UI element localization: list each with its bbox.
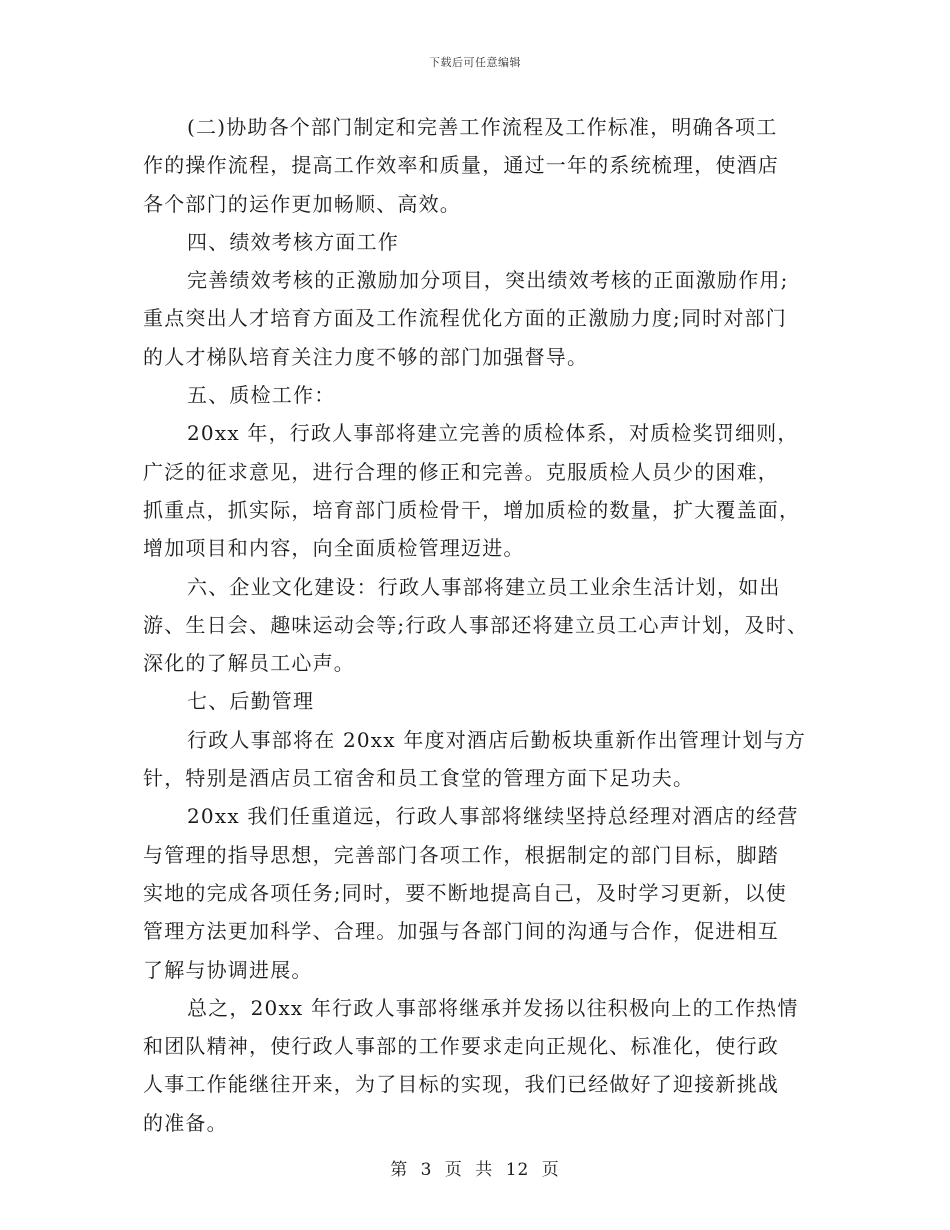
text-line: 六、企业文化建设：行政人事部将建立员工业余生活计划，如出 — [187, 574, 781, 599]
text-line: 总之，20xx 年行政人事部将继承并发扬以往积极向上的工作热情 — [187, 995, 799, 1020]
download-note: 下载后可任意编辑 — [429, 56, 521, 69]
text-line: 广泛的征求意见，进行合理的修正和完善。克服质检人员少的困难， — [143, 459, 779, 484]
body-text — [143, 108, 815, 1142]
text-line: 的人才梯队培育关注力度不够的部门加强督导。 — [143, 344, 589, 369]
text-line: 的准备。 — [143, 1110, 228, 1135]
text-line: 游、生日会、趣味运动会等;行政人事部还将建立员工心声计划，及时、 — [143, 612, 809, 637]
text-line: 各个部门的运作更加畅顺、高效。 — [143, 191, 461, 216]
text-line: 20xx 年，行政人事部将建立完善的质检体系，对质检奖罚细则， — [187, 421, 799, 446]
text-line: 重点突出人才培育方面及工作流程优化方面的正激励力度;同时对部门 — [143, 306, 787, 331]
text-line: 完善绩效考核的正激励加分项目，突出绩效考核的正面激励作用; — [187, 268, 789, 293]
text-line: 管理方法更加科学、合理。加强与各部门间的沟通与合作，促进相互 — [143, 919, 779, 944]
text-line: 实地的完成各项任务;同时，要不断地提高自己，及时学习更新，以使 — [143, 880, 787, 905]
text-line: 和团队精神，使行政人事部的工作要求走向正规化、标准化，使行政 — [143, 1034, 779, 1059]
text-line: 七、后勤管理 — [187, 689, 315, 714]
text-line: 了解与协调进展。 — [143, 957, 313, 982]
page-number: 第 3 页 共 12 页 — [390, 1160, 560, 1180]
text-line: 20xx 我们任重道远，行政人事部将继续坚持总经理对酒店的经营 — [187, 804, 799, 829]
text-line: 五、质检工作： — [187, 383, 336, 408]
text-line: 四、绩效考核方面工作 — [187, 229, 399, 254]
text-line: 与管理的指导思想，完善部门各项工作，根据制定的部门目标，脚踏 — [143, 842, 779, 867]
text-line: 行政人事部将在 20xx 年度对酒店后勤板块重新作出管理计划与方 — [187, 727, 807, 752]
text-line: 深化的了解员工心声。 — [143, 651, 355, 676]
text-line: 抓重点，抓实际，培育部门质检骨干，增加质检的数量，扩大覆盖面， — [143, 497, 801, 522]
text-line: 人事工作能继往开来，为了目标的实现，我们已经做好了迎接新挑战 — [143, 1072, 779, 1097]
text-line: 针，特别是酒店员工宿舍和员工食堂的管理方面下足功夫。 — [143, 766, 695, 791]
text-line: (二)协助各个部门制定和完善工作流程及工作标准，明确各项工 — [187, 115, 778, 139]
text-line: 增加项目和内容，向全面质检管理迈进。 — [143, 536, 525, 561]
text-line: 作的操作流程，提高工作效率和质量，通过一年的系统梳理，使酒店 — [143, 153, 779, 178]
